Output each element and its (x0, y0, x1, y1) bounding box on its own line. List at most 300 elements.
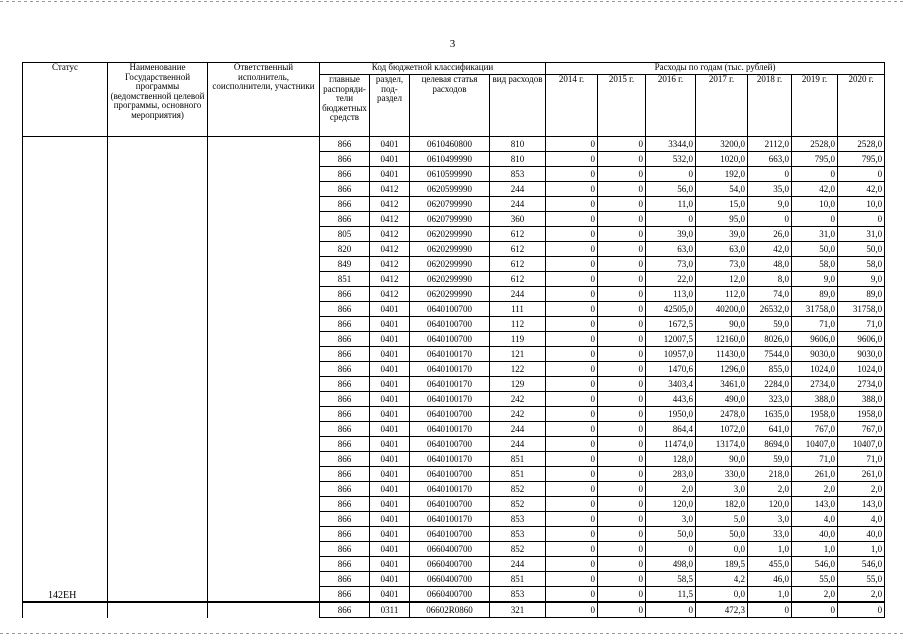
cell-y2019: 9,0 (792, 272, 838, 287)
empty-cell (108, 317, 208, 332)
table-row (23, 497, 885, 512)
empty-cell (23, 362, 108, 377)
cell-y2015: 0 (598, 257, 646, 272)
empty-cell (23, 167, 108, 182)
cell-target-article: 0640100700 (410, 332, 490, 347)
cell-y2015: 0 (598, 317, 646, 332)
cell-y2014: 0 (546, 212, 598, 227)
table-row (23, 512, 885, 527)
cell-grbs: 866 (320, 407, 370, 422)
empty-cell (108, 362, 208, 377)
cell-target-article: 0620299990 (410, 242, 490, 257)
cell-target-article: 0640100700 (410, 437, 490, 452)
cell-y2014: 0 (546, 407, 598, 422)
empty-cell (208, 542, 320, 557)
cell-y2014: 0 (546, 167, 598, 182)
table-row (23, 272, 885, 287)
document-code: 142ЕН (48, 590, 77, 601)
cell-y2015: 0 (598, 272, 646, 287)
cell-y2017: 73,0 (696, 257, 748, 272)
empty-cell (108, 182, 208, 197)
header-year-2019: 2019 г. (792, 75, 838, 137)
cell-y2019: 10,0 (792, 197, 838, 212)
cell-y2018: 120,0 (748, 497, 792, 512)
cell-target-article: 0640100700 (410, 527, 490, 542)
empty-cell (208, 467, 320, 482)
cell-y2014: 0 (546, 482, 598, 497)
empty-cell (23, 542, 108, 557)
cell-y2014: 0 (546, 527, 598, 542)
cell-y2020: 143,0 (838, 497, 885, 512)
cell-target-article: 0610499990 (410, 152, 490, 167)
cell-y2020: 261,0 (838, 467, 885, 482)
cell-target-article: 0640100170 (410, 347, 490, 362)
cell-expense-type: 851 (490, 467, 546, 482)
cell-section: 0412 (370, 212, 410, 227)
header-year-2015: 2015 г. (598, 75, 646, 137)
cell-y2016: 498,0 (646, 557, 696, 572)
cell-y2016: 58,5 (646, 572, 696, 587)
cell-y2018: 26532,0 (748, 302, 792, 317)
cell-y2015: 0 (598, 392, 646, 407)
empty-cell (208, 347, 320, 362)
empty-cell (23, 602, 108, 618)
cell-y2014: 0 (546, 242, 598, 257)
cell-y2017: 472,3 (696, 602, 748, 618)
empty-cell (108, 227, 208, 242)
cell-y2018: 8,0 (748, 272, 792, 287)
table-row (23, 287, 885, 302)
cell-y2018: 0 (748, 167, 792, 182)
cell-section: 0401 (370, 152, 410, 167)
cell-target-article: 0620799990 (410, 197, 490, 212)
empty-cell (108, 197, 208, 212)
empty-cell (108, 347, 208, 362)
empty-cell (23, 377, 108, 392)
cell-y2017: 192,0 (696, 167, 748, 182)
header-responsible: Ответственный исполнитель, соисполнители, участники (208, 63, 320, 137)
cell-y2016: 0 (646, 212, 696, 227)
cell-expense-type: 242 (490, 392, 546, 407)
cell-y2016: 11474,0 (646, 437, 696, 452)
cell-y2019: 31758,0 (792, 302, 838, 317)
cell-target-article: 0640100170 (410, 452, 490, 467)
cell-target-article: 0640100170 (410, 422, 490, 437)
cell-y2019: 546,0 (792, 557, 838, 572)
empty-cell (108, 572, 208, 587)
empty-cell (23, 572, 108, 587)
table-row (23, 302, 885, 317)
cell-y2018: 855,0 (748, 362, 792, 377)
cell-y2017: 3,0 (696, 482, 748, 497)
empty-cell (23, 272, 108, 287)
cell-y2014: 0 (546, 272, 598, 287)
table-row (23, 182, 885, 197)
header-budget-code: Код бюджетной классификации (320, 63, 546, 75)
cell-y2017: 12,0 (696, 272, 748, 287)
cell-y2019: 42,0 (792, 182, 838, 197)
cell-y2014: 0 (546, 542, 598, 557)
page-number: 3 (449, 38, 456, 50)
cell-y2014: 0 (546, 257, 598, 272)
cell-section: 0412 (370, 227, 410, 242)
cell-y2016: 532,0 (646, 152, 696, 167)
cell-y2015: 0 (598, 557, 646, 572)
table-row (23, 227, 885, 242)
cell-target-article: 0610460800 (410, 137, 490, 152)
cell-y2017: 4,2 (696, 572, 748, 587)
cell-target-article: 0640100700 (410, 407, 490, 422)
cell-y2017: 54,0 (696, 182, 748, 197)
cell-target-article: 0640100170 (410, 482, 490, 497)
empty-cell (108, 377, 208, 392)
table-row (23, 452, 885, 467)
cell-y2019: 0 (792, 212, 838, 227)
cell-y2015: 0 (598, 452, 646, 467)
table-row (23, 137, 885, 152)
cell-y2020: 2,0 (838, 482, 885, 497)
cell-y2020: 767,0 (838, 422, 885, 437)
table-row (23, 587, 885, 603)
cell-section: 0401 (370, 317, 410, 332)
cell-y2019: 10407,0 (792, 437, 838, 452)
cell-y2017: 2478,0 (696, 407, 748, 422)
cell-y2017: 90,0 (696, 317, 748, 332)
cell-y2014: 0 (546, 467, 598, 482)
cell-y2017: 90,0 (696, 452, 748, 467)
cell-y2015: 0 (598, 332, 646, 347)
cell-expense-type: 244 (490, 182, 546, 197)
cell-expense-type: 810 (490, 152, 546, 167)
cell-y2014: 0 (546, 317, 598, 332)
cell-grbs: 866 (320, 377, 370, 392)
empty-cell (23, 332, 108, 347)
cell-y2018: 3,0 (748, 512, 792, 527)
cell-y2016: 56,0 (646, 182, 696, 197)
table-row (23, 212, 885, 227)
cell-section: 0412 (370, 197, 410, 212)
cell-y2015: 0 (598, 242, 646, 257)
cell-expense-type: 129 (490, 377, 546, 392)
cell-grbs: 866 (320, 332, 370, 347)
cell-y2018: 7544,0 (748, 347, 792, 362)
cell-y2014: 0 (546, 332, 598, 347)
empty-cell (23, 137, 108, 152)
cell-y2015: 0 (598, 497, 646, 512)
cell-expense-type: 244 (490, 437, 546, 452)
cell-grbs: 866 (320, 482, 370, 497)
scan-edge-top (0, 1, 905, 2)
empty-cell (208, 362, 320, 377)
cell-y2020: 10407,0 (838, 437, 885, 452)
cell-y2016: 0 (646, 542, 696, 557)
cell-target-article: 0640100170 (410, 512, 490, 527)
table-row (23, 557, 885, 572)
cell-y2018: 455,0 (748, 557, 792, 572)
empty-cell (208, 287, 320, 302)
header-expenses: Расходы по годам (тыс. рублей) (546, 63, 885, 75)
cell-y2018: 0 (748, 602, 792, 618)
cell-y2019: 2,0 (792, 482, 838, 497)
cell-grbs: 851 (320, 272, 370, 287)
cell-y2014: 0 (546, 497, 598, 512)
cell-expense-type: 112 (490, 317, 546, 332)
cell-y2016: 12007,5 (646, 332, 696, 347)
cell-y2020: 71,0 (838, 317, 885, 332)
cell-y2019: 795,0 (792, 152, 838, 167)
empty-cell (108, 542, 208, 557)
cell-y2017: 95,0 (696, 212, 748, 227)
cell-y2015: 0 (598, 197, 646, 212)
header-grbs: главные распоряди-тели бюджетных средств (320, 75, 370, 137)
cell-y2015: 0 (598, 212, 646, 227)
empty-cell (108, 407, 208, 422)
cell-expense-type: 111 (490, 302, 546, 317)
cell-y2017: 63,0 (696, 242, 748, 257)
header-year-2016: 2016 г. (646, 75, 696, 137)
cell-expense-type: 360 (490, 212, 546, 227)
cell-y2020: 0 (838, 602, 885, 618)
cell-y2015: 0 (598, 152, 646, 167)
cell-y2015: 0 (598, 137, 646, 152)
cell-y2016: 10957,0 (646, 347, 696, 362)
cell-y2014: 0 (546, 137, 598, 152)
empty-cell (23, 347, 108, 362)
cell-section: 0401 (370, 542, 410, 557)
cell-section: 0401 (370, 512, 410, 527)
empty-cell (208, 137, 320, 152)
cell-y2019: 71,0 (792, 452, 838, 467)
cell-y2016: 11,5 (646, 587, 696, 603)
empty-cell (108, 512, 208, 527)
empty-cell (108, 452, 208, 467)
cell-section: 0401 (370, 482, 410, 497)
empty-cell (208, 257, 320, 272)
cell-grbs: 866 (320, 452, 370, 467)
cell-y2018: 1,0 (748, 542, 792, 557)
cell-y2014: 0 (546, 347, 598, 362)
empty-cell (108, 332, 208, 347)
cell-y2020: 546,0 (838, 557, 885, 572)
empty-cell (208, 167, 320, 182)
cell-grbs: 866 (320, 587, 370, 603)
cell-section: 0412 (370, 242, 410, 257)
cell-y2015: 0 (598, 542, 646, 557)
cell-y2017: 3200,0 (696, 137, 748, 152)
cell-section: 0401 (370, 557, 410, 572)
cell-grbs: 866 (320, 182, 370, 197)
cell-target-article: 0660400700 (410, 587, 490, 603)
empty-cell (108, 152, 208, 167)
cell-target-article: 0620299990 (410, 227, 490, 242)
empty-cell (208, 482, 320, 497)
cell-y2014: 0 (546, 437, 598, 452)
empty-cell (208, 272, 320, 287)
cell-target-article: 0620299990 (410, 287, 490, 302)
header-year-2017: 2017 г. (696, 75, 748, 137)
cell-y2020: 0 (838, 212, 885, 227)
cell-y2014: 0 (546, 557, 598, 572)
cell-grbs: 820 (320, 242, 370, 257)
cell-grbs: 866 (320, 527, 370, 542)
cell-grbs: 866 (320, 212, 370, 227)
cell-grbs: 866 (320, 437, 370, 452)
empty-cell (208, 422, 320, 437)
cell-grbs: 866 (320, 497, 370, 512)
cell-target-article: 0640100700 (410, 467, 490, 482)
cell-section: 0401 (370, 362, 410, 377)
cell-y2017: 11430,0 (696, 347, 748, 362)
cell-y2019: 388,0 (792, 392, 838, 407)
cell-y2017: 0,0 (696, 587, 748, 603)
cell-y2020: 0 (838, 167, 885, 182)
cell-expense-type: 853 (490, 587, 546, 603)
cell-grbs: 866 (320, 362, 370, 377)
cell-y2014: 0 (546, 587, 598, 603)
cell-section: 0412 (370, 257, 410, 272)
cell-y2015: 0 (598, 602, 646, 618)
empty-cell (208, 302, 320, 317)
cell-target-article: 0620299990 (410, 257, 490, 272)
empty-cell (108, 527, 208, 542)
table-row (23, 572, 885, 587)
cell-expense-type: 244 (490, 422, 546, 437)
empty-cell (208, 437, 320, 452)
cell-target-article: 0660400700 (410, 557, 490, 572)
empty-cell (23, 302, 108, 317)
cell-section: 0401 (370, 167, 410, 182)
cell-y2020: 50,0 (838, 242, 885, 257)
cell-y2014: 0 (546, 362, 598, 377)
cell-section: 0401 (370, 392, 410, 407)
cell-y2016: 42505,0 (646, 302, 696, 317)
cell-y2020: 31758,0 (838, 302, 885, 317)
cell-y2016: 50,0 (646, 527, 696, 542)
table-row (23, 332, 885, 347)
cell-y2019: 9030,0 (792, 347, 838, 362)
cell-section: 0401 (370, 302, 410, 317)
cell-section: 0401 (370, 467, 410, 482)
cell-y2019: 0 (792, 602, 838, 618)
cell-grbs: 866 (320, 557, 370, 572)
cell-y2017: 112,0 (696, 287, 748, 302)
header-year-2018: 2018 г. (748, 75, 792, 137)
cell-y2020: 388,0 (838, 392, 885, 407)
cell-y2015: 0 (598, 182, 646, 197)
cell-y2018: 1,0 (748, 587, 792, 603)
cell-y2016: 63,0 (646, 242, 696, 257)
cell-y2018: 33,0 (748, 527, 792, 542)
empty-cell (208, 377, 320, 392)
cell-section: 0412 (370, 182, 410, 197)
cell-y2016: 1950,0 (646, 407, 696, 422)
cell-y2015: 0 (598, 527, 646, 542)
cell-y2014: 0 (546, 302, 598, 317)
cell-y2020: 2,0 (838, 587, 885, 603)
empty-cell (23, 242, 108, 257)
cell-y2019: 4,0 (792, 512, 838, 527)
cell-y2016: 39,0 (646, 227, 696, 242)
empty-cell (208, 317, 320, 332)
empty-cell (108, 497, 208, 512)
cell-y2017: 0,0 (696, 542, 748, 557)
empty-cell (108, 467, 208, 482)
cell-y2017: 5,0 (696, 512, 748, 527)
empty-cell (23, 212, 108, 227)
cell-y2018: 35,0 (748, 182, 792, 197)
cell-y2017: 13174,0 (696, 437, 748, 452)
cell-expense-type: 244 (490, 197, 546, 212)
cell-grbs: 866 (320, 572, 370, 587)
cell-y2020: 42,0 (838, 182, 885, 197)
table-row (23, 197, 885, 212)
cell-y2020: 9,0 (838, 272, 885, 287)
empty-cell (108, 167, 208, 182)
cell-y2014: 0 (546, 512, 598, 527)
cell-y2019: 1,0 (792, 542, 838, 557)
cell-y2019: 0 (792, 167, 838, 182)
budget-expenses-table (22, 62, 885, 618)
empty-cell (23, 257, 108, 272)
cell-grbs: 866 (320, 392, 370, 407)
cell-y2020: 9030,0 (838, 347, 885, 362)
cell-grbs: 805 (320, 227, 370, 242)
cell-grbs: 866 (320, 137, 370, 152)
header-program-name: Наименование Государственной программы (ведомственной целевой программы, основного мероприятия) (108, 63, 208, 137)
empty-cell (23, 422, 108, 437)
cell-y2017: 50,0 (696, 527, 748, 542)
cell-target-article: 0640100170 (410, 377, 490, 392)
cell-y2020: 2528,0 (838, 137, 885, 152)
cell-grbs: 866 (320, 302, 370, 317)
cell-y2018: 0 (748, 212, 792, 227)
empty-cell (23, 392, 108, 407)
cell-y2020: 71,0 (838, 452, 885, 467)
cell-y2015: 0 (598, 287, 646, 302)
scan-edge-bottom (0, 633, 905, 634)
cell-y2015: 0 (598, 467, 646, 482)
empty-cell (108, 257, 208, 272)
cell-y2015: 0 (598, 227, 646, 242)
empty-cell (108, 557, 208, 572)
cell-expense-type: 852 (490, 542, 546, 557)
cell-target-article: 0640100700 (410, 302, 490, 317)
cell-section: 0401 (370, 347, 410, 362)
cell-y2020: 1958,0 (838, 407, 885, 422)
empty-cell (23, 197, 108, 212)
empty-cell (23, 497, 108, 512)
cell-y2020: 1024,0 (838, 362, 885, 377)
empty-cell (208, 497, 320, 512)
cell-y2020: 58,0 (838, 257, 885, 272)
cell-section: 0401 (370, 422, 410, 437)
cell-y2019: 31,0 (792, 227, 838, 242)
cell-y2016: 443,6 (646, 392, 696, 407)
cell-y2019: 767,0 (792, 422, 838, 437)
cell-target-article: 0610599990 (410, 167, 490, 182)
cell-section: 0412 (370, 287, 410, 302)
empty-cell (108, 287, 208, 302)
cell-grbs: 866 (320, 512, 370, 527)
cell-section: 0401 (370, 572, 410, 587)
cell-expense-type: 242 (490, 407, 546, 422)
empty-cell (23, 467, 108, 482)
cell-expense-type: 853 (490, 512, 546, 527)
empty-cell (108, 587, 208, 603)
cell-target-article: 0640100170 (410, 362, 490, 377)
cell-target-article: 0620599990 (410, 182, 490, 197)
cell-target-article: 0640100700 (410, 497, 490, 512)
